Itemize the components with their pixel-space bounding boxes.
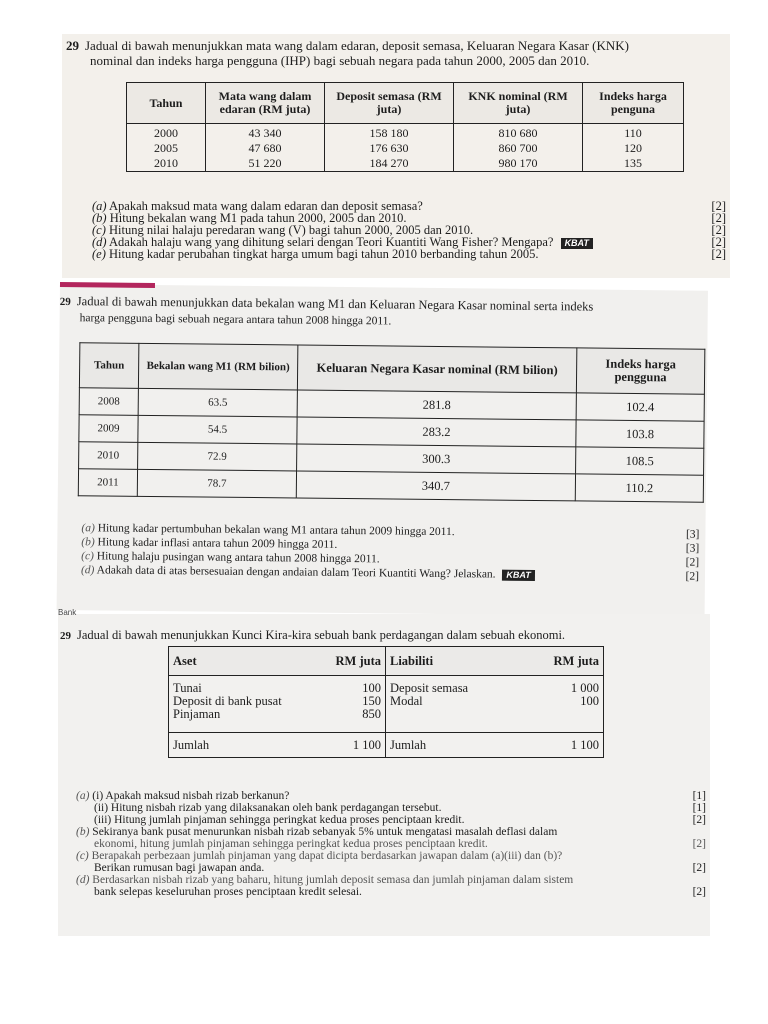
question-marks: [3] [685, 528, 700, 541]
question-marks: [2] [711, 235, 726, 249]
table-cell: 810 680 [454, 124, 583, 142]
question-label: (d) [80, 564, 95, 577]
asset-labels [169, 676, 328, 733]
liability-label: Modal [390, 694, 423, 708]
q2-intro-line2: harga pengguna bagi sebuah negara antara tahun 2008 hingga 2011. [79, 312, 392, 328]
question-text: Hitung nilai halaju peredaran wang (V) bagi tahun 2000, 2005 dan 2010. [109, 223, 474, 237]
table-cell: 135 [583, 156, 684, 172]
question-label: (a) [92, 199, 107, 213]
table-cell: 47 680 [206, 141, 325, 156]
table-row [127, 124, 684, 142]
q2-table [78, 342, 706, 503]
q2-header-tahun: Tahun [79, 343, 138, 389]
table-cell: 184 270 [325, 156, 454, 172]
q1-intro-line2: nominal dan indeks harga pengguna (IHP) bagi sebuah negara pada tahun 2000, 2005 dan 2010. [90, 53, 590, 68]
q3-questions [76, 790, 706, 898]
table-cell: 108.5 [576, 447, 704, 475]
question-marks: [1] [692, 802, 706, 814]
table-cell: 281.8 [297, 390, 576, 420]
q3-question-a-iii [76, 814, 706, 826]
liability-labels [386, 676, 535, 733]
table-row [169, 676, 604, 733]
q2-intro [60, 294, 594, 332]
table-cell: 176 630 [325, 141, 454, 156]
q3-question-b-cont [76, 838, 706, 850]
q1-intro-line1: Jadual di bawah menunjukkan mata wang dalam edaran, deposit semasa, Keluaran Negara Kasar (KNK) [85, 38, 629, 53]
kbat-badge: KBAT [502, 570, 534, 581]
question-marks: [2] [711, 247, 726, 261]
table-cell: 283.2 [297, 417, 576, 447]
question-text: Hitung kadar perubahan tingkat harga umum bagi tahun 2010 berbanding tahun 2005. [109, 247, 539, 261]
q1-header-mata-wang: Mata wang dalam edaran (RM juta) [206, 83, 325, 124]
q3-question-b [76, 826, 706, 838]
q1-question-e [92, 248, 726, 260]
table-row [78, 469, 703, 503]
q2-header-knk: Keluaran Negara Kasar nominal (RM bilion) [297, 345, 576, 393]
table-cell: 110.2 [575, 474, 703, 502]
asset-value: 150 [362, 694, 381, 708]
q2-questions [81, 522, 700, 584]
q2-intro-line1: Jadual di bawah menunjukkan data bekalan wang M1 dan Keluaran Negara Kasar nominal serta indeks [76, 294, 594, 314]
question-marks: [2] [692, 886, 706, 898]
table-cell: 102.4 [576, 393, 704, 421]
liability-value: 100 [580, 694, 599, 708]
table-row [127, 141, 684, 156]
liability-value: 1 000 [570, 681, 599, 695]
table-cell: 78.7 [137, 469, 296, 498]
table-row [169, 733, 604, 758]
total-value-right: 1 100 [534, 733, 604, 758]
asset-values [327, 676, 386, 733]
header-liabiliti: Liabiliti [386, 647, 535, 676]
table-cell: 110 [583, 124, 684, 142]
q1-table-header-row [127, 83, 684, 124]
question-marks: [1] [692, 790, 706, 802]
q1-header-ihp: Indeks harga penguna [583, 83, 684, 124]
total-label-right: Jumlah [386, 733, 535, 758]
question-sheet-3 [58, 608, 710, 936]
q3-number: 29 [60, 630, 71, 642]
question-label: (c) [81, 550, 94, 563]
question-text: Hitung kadar pertumbuhan bekalan wang M1 antara tahun 2009 hingga 2011. [97, 522, 455, 539]
question-label: (d) [76, 874, 90, 886]
table-cell: 2005 [127, 141, 206, 156]
table-cell: 2010 [127, 156, 206, 172]
table-cell: 2009 [79, 415, 138, 443]
table-cell: 72.9 [138, 442, 297, 471]
question-text: Hitung kadar inflasi antara tahun 2009 hingga 2011. [97, 536, 338, 551]
q1-questions [92, 200, 726, 260]
table-cell: 120 [583, 141, 684, 156]
question-label: (b) [92, 211, 107, 225]
corner-label: Bank [58, 608, 77, 617]
asset-value: 100 [362, 681, 381, 695]
question-sheet-2 [57, 284, 708, 617]
q3-question-d-cont [76, 886, 706, 898]
question-text: Hitung bekalan wang M1 pada tahun 2000, 2005 dan 2010. [109, 211, 407, 225]
question-marks: [2] [685, 570, 700, 583]
table-cell: 54.5 [138, 415, 297, 444]
q3-table-header-row [169, 647, 604, 676]
table-cell: 2010 [79, 442, 138, 470]
asset-label: Deposit di bank pusat [173, 694, 282, 708]
question-text: ekonomi, hitung jumlah pinjaman sehingga peringkat kedua proses penciptaan kredit. [94, 838, 488, 850]
question-text: Sekiranya bank pusat menurunkan nisbah rizab sebanyak 5% untuk mengatasi masalah deflasi dalam [92, 826, 558, 838]
question-marks: [2] [711, 199, 726, 213]
total-value-left: 1 100 [327, 733, 386, 758]
question-label: (c) [76, 850, 89, 862]
question-label: (b) [81, 536, 95, 549]
table-cell: 860 700 [454, 141, 583, 156]
table-cell: 2008 [79, 388, 138, 416]
q1-header-knk: KNK nominal (RM juta) [454, 83, 583, 124]
q1-intro [66, 38, 629, 68]
question-text: Apakah maksud mata wang dalam edaran dan deposit semasa? [109, 199, 423, 213]
question-text: Berapakah perbezaan jumlah pinjaman yang dapat dicipta berdasarkan jawapan dalam (a)(iii) dan (b)? [91, 850, 563, 862]
q2-header-ihp: Indeks harga pengguna [576, 348, 704, 394]
question-text: Berdasarkan nisbah rizab yang baharu, hitung jumlah deposit semasa dan jumlah pinjaman dalam sistem [92, 874, 574, 886]
question-text: Adakah data di atas bersesuaian dengan andaian dalam Teori Kuantiti Wang? Jelaskan. [96, 564, 496, 581]
asset-label: Tunai [173, 681, 202, 695]
table-cell: 51 220 [206, 156, 325, 172]
table-cell: 980 170 [454, 156, 583, 172]
question-sheet-1 [62, 34, 730, 278]
q1-header-deposit: Deposit semasa (RM juta) [325, 83, 454, 124]
question-marks: [2] [692, 838, 706, 850]
header-rm-juta-liabiliti: RM juta [534, 647, 604, 676]
question-label: (c) [92, 223, 106, 237]
header-rm-juta-aset: RM juta [327, 647, 386, 676]
question-marks: [2] [692, 862, 706, 874]
q3-question-a-ii [76, 802, 706, 814]
q2-table-header-row [79, 343, 704, 395]
table-row [127, 156, 684, 172]
question-label: (e) [92, 247, 106, 261]
q3-balance-sheet [168, 646, 604, 758]
question-text: (iii) Hitung jumlah pinjaman sehingga peringkat kedua proses penciptaan kredit. [94, 814, 465, 826]
table-cell: 340.7 [296, 471, 575, 501]
header-aset: Aset [169, 647, 328, 676]
q1-header-tahun: Tahun [127, 83, 206, 124]
q2-number: 29 [59, 295, 71, 309]
table-cell: 63.5 [138, 388, 297, 417]
table-cell: 43 340 [206, 124, 325, 142]
q1-number: 29 [66, 38, 79, 53]
question-label: (d) [92, 235, 107, 249]
page-edge-marker [60, 282, 155, 288]
q3-question-c [76, 850, 706, 862]
question-marks: [2] [711, 223, 726, 237]
kbat-badge: KBAT [561, 238, 593, 249]
table-cell: 103.8 [576, 420, 704, 448]
q3-question-a-i [76, 790, 706, 802]
asset-value: 850 [362, 707, 381, 721]
q2-header-m1: Bekalan wang M1 (RM bilion) [138, 343, 297, 390]
question-label: (b) [76, 826, 90, 838]
question-text: bank selepas keseluruhan proses penciptaan kredit selesai. [94, 886, 362, 898]
liability-values [534, 676, 604, 733]
question-text: Hitung halaju pusingan wang antara tahun 2008 hingga 2011. [96, 550, 380, 566]
question-label: (a) [81, 522, 95, 535]
question-text: Berikan rumusan bagi jawapan anda. [94, 862, 265, 874]
question-text: Adakah halaju wang yang dihitung selari dengan Teori Kuantiti Wang Fisher? Mengapa? [109, 235, 554, 249]
table-cell: 300.3 [297, 444, 576, 474]
table-cell: 2011 [78, 469, 137, 497]
total-label-left: Jumlah [169, 733, 328, 758]
q3-intro-text: Jadual di bawah menunjukkan Kunci Kira-kira sebuah bank perdagangan dalam sebuah ekonomi. [77, 628, 566, 642]
q3-intro [60, 628, 565, 644]
q1-table [126, 82, 684, 172]
question-text: (i) Apakah maksud nisbah rizab berkanun? [92, 790, 290, 802]
table-cell: 2000 [127, 124, 206, 142]
question-marks: [3] [685, 542, 700, 555]
liability-label: Deposit semasa [390, 681, 469, 695]
question-marks: [2] [685, 556, 700, 569]
question-label: (a) [76, 790, 90, 802]
asset-label: Pinjaman [173, 707, 221, 721]
q3-question-d [76, 874, 706, 886]
question-marks: [2] [692, 814, 706, 826]
question-text: (ii) Hitung nisbah rizab yang dilaksanakan oleh bank perdagangan tersebut. [94, 802, 442, 814]
question-marks: [2] [711, 211, 726, 225]
table-cell: 158 180 [325, 124, 454, 142]
q3-question-c-cont [76, 862, 706, 874]
